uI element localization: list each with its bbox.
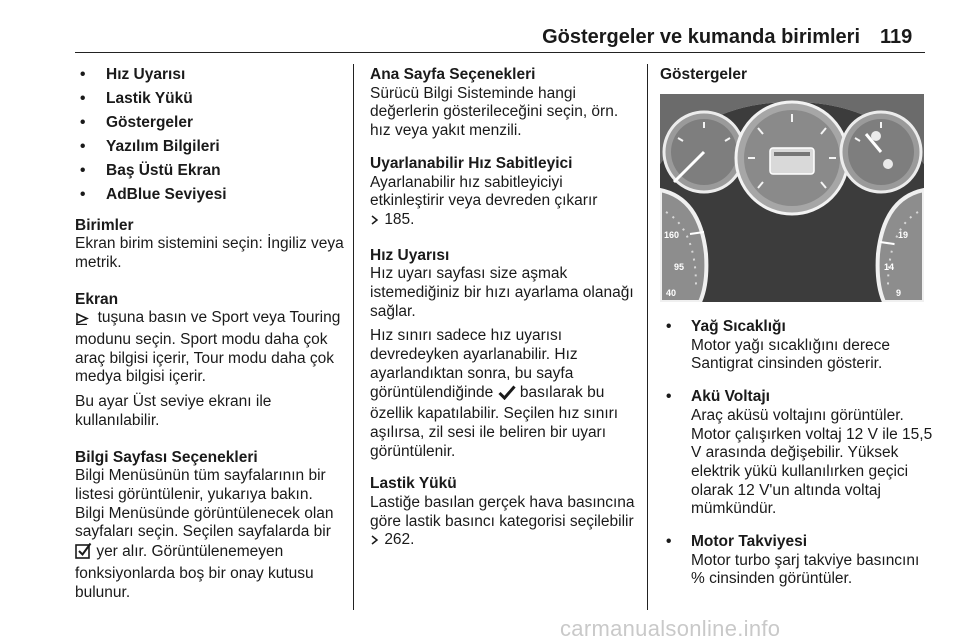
list-item: • Baş Üstü Ekran bbox=[75, 162, 345, 181]
gauge-label-oil-min: 40 bbox=[666, 288, 677, 298]
tire-load-ref[interactable]: 262. bbox=[384, 531, 415, 549]
list-item: • Hız Uyarısı bbox=[75, 66, 345, 85]
screen-heading: Ekran bbox=[75, 290, 119, 308]
adaptive-cruise-paragraph bbox=[370, 174, 636, 233]
watermark-text: carmanualsonline.info bbox=[560, 616, 781, 641]
play-triangle-icon bbox=[75, 312, 89, 331]
running-header-title: Göstergeler ve kumanda birimleri bbox=[542, 26, 860, 48]
column-divider-2 bbox=[647, 64, 648, 610]
reference-arrow-icon bbox=[370, 213, 380, 233]
screen-text: tuşuna basın ve Sport veya Touring modunu seçin. Sport modu daha çok araç bilgisi içerir, Tour modu daha çok medya bilgisi içerir. bbox=[75, 309, 341, 386]
home-options-heading: Ana Sayfa Seçenekleri bbox=[370, 66, 536, 83]
info-text-b: yer alır. Görüntülenemeyen fonksiyonlarda boş bir onay kutusu bulunur. bbox=[75, 543, 314, 601]
screen-text-2: Bu ayar Üst seviye ekranı ile kullanılabilir. bbox=[75, 393, 272, 429]
gauge-label-oil-max: 160 bbox=[664, 230, 680, 240]
oil-temp-title: • Yağ Sıcaklığı bbox=[691, 318, 786, 335]
gauges-heading: Göstergeler bbox=[660, 66, 748, 83]
page-number: 119 bbox=[880, 26, 913, 48]
gauge-label-volt-max: 19 bbox=[898, 230, 909, 240]
reference-arrow-icon bbox=[370, 533, 380, 553]
checked-box-icon bbox=[75, 542, 92, 565]
engine-boost-title: • Motor Takviyesi bbox=[691, 533, 808, 551]
column-1 bbox=[75, 66, 345, 602]
gauge-label-volt-mid: 14 bbox=[884, 262, 895, 272]
engine-boost-text: Motor turbo şarj takviye basıncını % cinsinden görüntüler. bbox=[691, 551, 920, 588]
oil-temp-text: Motor yağı sıcaklığını derece Santigrat cinsinden gösterir. bbox=[691, 336, 891, 373]
tire-load-text: Lastiğe basılan gerçek hava basıncına göre lastik basıncı kategorisi seçilebilir bbox=[370, 494, 635, 530]
list-item: • Lastik Yükü bbox=[75, 90, 345, 109]
adaptive-cruise-ref[interactable]: 185. bbox=[384, 210, 415, 228]
header-rule bbox=[75, 52, 925, 53]
speed-warning-paragraph-2 bbox=[370, 327, 636, 461]
speed-text-b: basılarak bu özellik kapatılabilir. Seçilen hız sınırı aşılırsa, zil sesi ile beliren bir uyarı görüntülenir. bbox=[370, 383, 619, 460]
speed-warning-heading: Hız Uyarısı bbox=[370, 246, 450, 264]
battery-voltage-text: Araç aküsü voltajını görüntüler. Motor çalışırken voltaj 12 V ile 15,5 V arasında değişebilir. Yüksek elektrik yükü kullanılırken geçici olarak 12 V'un altında voltaj mümkündür. bbox=[691, 406, 933, 518]
speed-warning-text: Hız uyarı sayfası size aşmak istemediğiniz bir hızı ayarlama olanağı sağlar. bbox=[370, 265, 634, 320]
list-item: • Göstergeler bbox=[75, 114, 345, 133]
column-divider-1 bbox=[353, 64, 354, 610]
units-heading: Birimler bbox=[75, 216, 134, 234]
column-2 bbox=[370, 66, 636, 553]
gauge-items bbox=[660, 318, 935, 589]
tire-load-heading: Lastik Yükü bbox=[370, 475, 457, 493]
list-item bbox=[660, 533, 935, 589]
list-item bbox=[660, 388, 935, 519]
speed-text-a: Hız sınırı sadece hız uyarısı devredeyken ayarlanabilir. Hız ayarlandıktan sonra, bu sayfa görüntülendiğinde bbox=[370, 327, 578, 401]
list-item: • Yazılım Bilgileri bbox=[75, 138, 345, 157]
info-page-heading: Bilgi Sayfası Seçenekleri bbox=[75, 448, 258, 466]
info-text-a: Bilgi Menüsünün tüm sayfalarının bir listesi görüntülenir, yukarıya bakın. Bilgi Menüsünde görüntülenecek olan sayfaları seçin. Seçilen sayfalarda bir bbox=[75, 467, 334, 541]
menu-bullet-list bbox=[75, 66, 345, 205]
column-3 bbox=[660, 66, 928, 85]
battery-voltage-title: • Akü Voltajı bbox=[691, 388, 770, 406]
instrument-cluster-illustration bbox=[660, 94, 924, 302]
gauge-label-oil-mid: 95 bbox=[674, 262, 685, 272]
screen-paragraph bbox=[75, 309, 345, 387]
units-text: Ekran birim sistemini seçin: İngiliz veya metrik. bbox=[75, 235, 344, 271]
list-item bbox=[660, 318, 935, 374]
adaptive-cruise-heading: Uyarlanabilir Hız Sabitleyici bbox=[370, 154, 573, 172]
home-options-text: Sürücü Bilgi Sisteminde hangi değerlerin gösterileceğini seçin, örn. hız veya yakıt menzili. bbox=[370, 84, 619, 140]
checkmark-icon bbox=[498, 385, 516, 406]
info-page-paragraph bbox=[75, 467, 345, 602]
gauge-label-volt-min: 9 bbox=[896, 288, 902, 298]
tire-load-paragraph bbox=[370, 494, 636, 553]
list-item: • AdBlue Seviyesi bbox=[75, 186, 345, 205]
adaptive-cruise-text: Ayarlanabilir hız sabitleyiciyi etkinleştirir veya devreden çıkarır bbox=[370, 173, 598, 210]
